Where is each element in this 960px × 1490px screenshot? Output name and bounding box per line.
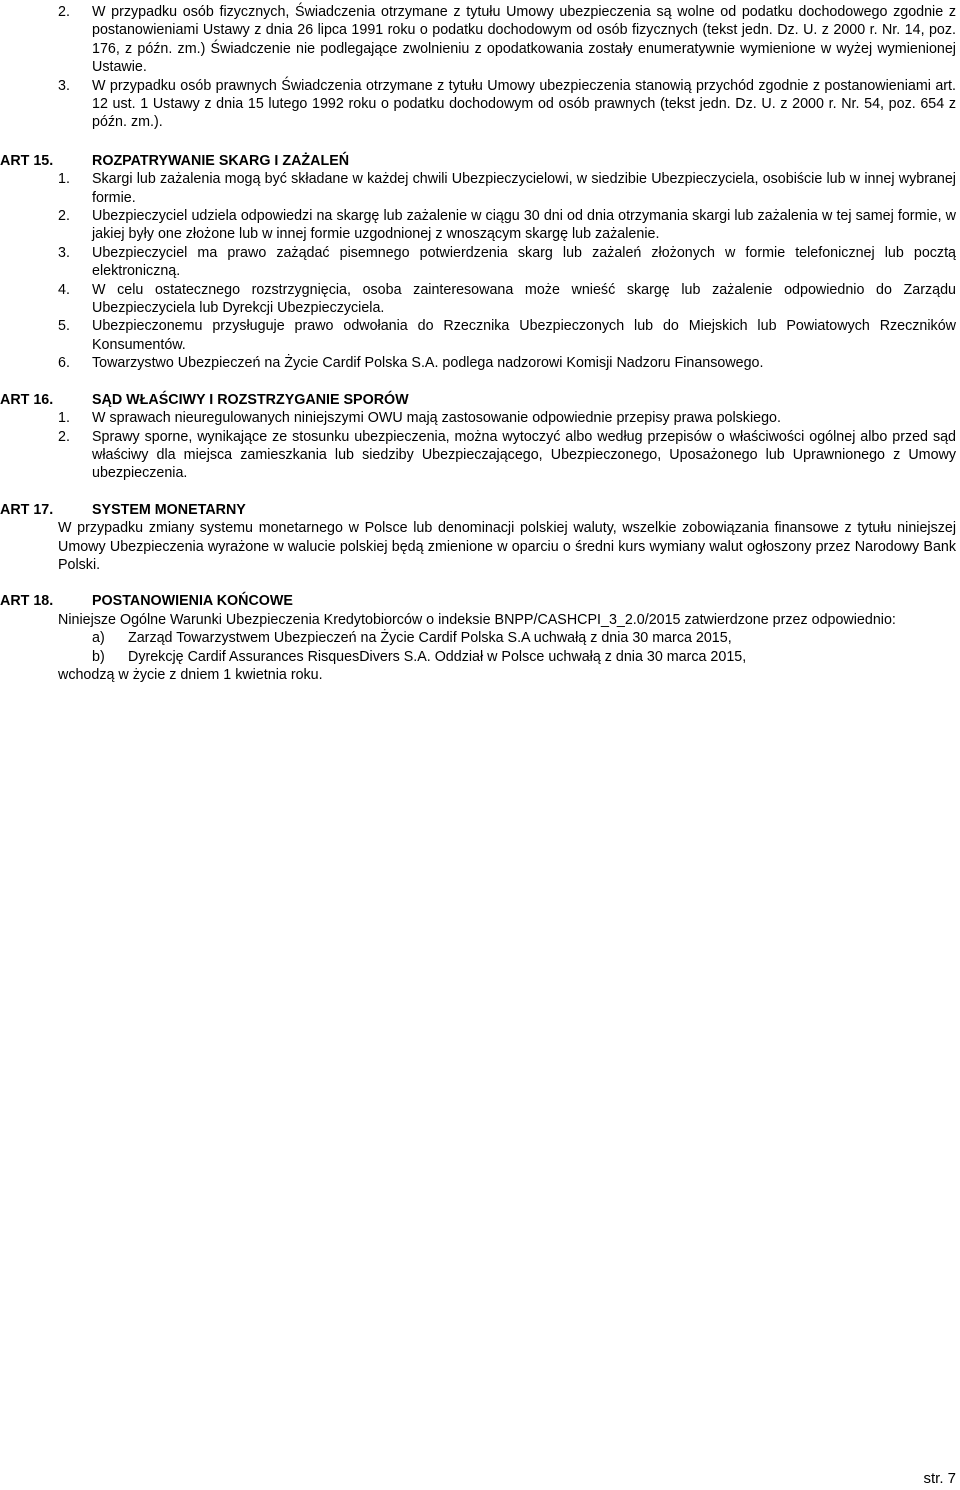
item-number: 1.	[58, 171, 70, 188]
list-item	[0, 354, 960, 372]
item-text: Ubezpieczyciel udziela odpowiedzi na skargę lub zażalenie w ciągu 30 dni od dnia otrzymania skargi lub zażalenia w tej samej formie, w jakiej były one złożone lub w innej formie uzgodnionej z wnoszącym skargę lub zażalenie.	[92, 208, 956, 243]
item-text: W sprawach nieuregulowanych niniejszymi OWU mają zastosowanie odpowiednie przepisy prawa polskiego.	[92, 410, 781, 427]
article-16	[0, 391, 960, 483]
item-number: 2.	[58, 208, 70, 225]
article-title: SĄD WŁAŚCIWY I ROZSTRZYGANIE SPORÓW	[92, 391, 409, 408]
closing-text: wchodzą w życie z dniem 1 kwietnia roku.	[58, 666, 323, 683]
article-title: POSTANOWIENIA KOŃCOWE	[92, 593, 293, 610]
list-item	[0, 170, 960, 207]
item-text: W celu ostatecznego rozstrzygnięcia, osoba zainteresowana może wnieść skargę lub zażalenie odpowiednio do Zarządu Ubezpieczyciela lub Dyrekcji Ubezpieczyciela.	[92, 281, 956, 317]
item-text: W przypadku osób prawnych Świadczenia otrzymane z tytułu Umowy ubezpieczenia stanowią przychód zgodnie z postanowieniami art. 12 ust. 1 Ustawy z dnia 15 lutego 1992 roku o podatku dochodowym od osób prawnych (tekst jedn. Dz. U. z 2000 r. Nr. 54, poz. 654 z późn. zm.).	[92, 77, 956, 131]
list-item	[0, 281, 960, 318]
sub-item-label: b)	[92, 648, 105, 665]
item-number: 4.	[58, 281, 70, 298]
list-item	[0, 77, 960, 132]
article-heading	[0, 152, 960, 170]
sub-item-label: a)	[92, 630, 105, 647]
article-label: ART 16.	[0, 391, 54, 408]
list-item	[0, 207, 960, 244]
item-text: Ubezpieczonemu przysługuje prawo odwołania do Rzecznika Ubezpieczonych lub do Miejskich lub Powiatowych Rzeczników Konsumentów.	[92, 318, 956, 353]
list-item	[0, 3, 960, 77]
item-number: 2.	[58, 428, 70, 445]
article-label: ART 15.	[0, 152, 54, 169]
list-item	[0, 409, 960, 427]
article-heading	[0, 592, 960, 610]
article-heading	[0, 391, 960, 409]
sub-list-item	[0, 648, 960, 666]
item-text: W przypadku osób fizycznych, Świadczenia otrzymane z tytułu Umowy ubezpieczenia są wolne od podatku dochodowego zgodnie z postanowieniami Ustawy z dnia 26 lipca 1991 roku o podatku dochodowym od osób fizycznych (tekst jedn. Dz. U. z 2000 r. Nr. 14, poz. 176, z późn. zm.) Świadczenie nie podlegające zwolnieniu z opodatkowania zostały enumeratywnie wymienione w wyżej wymienionej Ustawie.	[92, 4, 956, 76]
list-item	[0, 244, 960, 281]
article-paragraph: W przypadku zmiany systemu monetarnego w Polsce lub denominacji polskiej waluty, wszelkie zobowiązania finansowe z tytułu niniejszej Umowy Ubezpieczenia wyrażone w walucie polskiej będą zmienione w oparciu o średni kurs wymiany walut ogłoszony przez Narodowy Bank Polski.	[58, 520, 956, 573]
page-number: str. 7	[923, 1469, 956, 1487]
item-number: 6.	[58, 355, 70, 372]
article-label: ART 18.	[0, 593, 54, 610]
item-number: 5.	[58, 318, 70, 335]
item-number: 2.	[58, 4, 70, 20]
article-17	[0, 501, 960, 575]
item-number: 3.	[58, 77, 70, 94]
article-title: SYSTEM MONETARNY	[92, 501, 246, 518]
list-item	[0, 428, 960, 483]
item-text: Ubezpieczyciel ma prawo zażądać pisemnego potwierdzenia skarg lub zażaleń złożonych w formie telefonicznej lub pocztą elektroniczną.	[92, 244, 956, 280]
item-text: Sprawy sporne, wynikające ze stosunku ubezpieczenia, można wytoczyć albo według przepisów o właściwości ogólnej albo przed sąd właściwy dla miejsca zamieszkania lub siedziby Ubezpieczającego, Ubezpieczonego, Uposażonego lub Uprawnionego z Umowy ubezpieczenia.	[92, 428, 956, 482]
item-text: Towarzystwo Ubezpieczeń na Życie Cardif Polska S.A. podlega nadzorowi Komisji Nadzoru Finansowego.	[92, 355, 764, 372]
intro-section	[0, 0, 960, 132]
article-label: ART 17.	[0, 501, 54, 518]
article-title: ROZPATRYWANIE SKARG I ZAŻALEŃ	[92, 152, 350, 169]
item-text: Skargi lub zażalenia mogą być składane w każdej chwili Ubezpieczycielowi, w siedzibie Ubezpieczyciela, osobiście lub w innej wybranej formie.	[92, 171, 956, 206]
article-paragraph: Niniejsze Ogólne Warunki Ubezpieczenia Kredytobiorców o indeksie BNPP/CASHCPI_3_2.0/2015 zatwierdzone przez odpowiednio:	[58, 611, 896, 628]
sub-item-text: Zarząd Towarzystwem Ubezpieczeń na Życie Cardif Polska S.A uchwałą z dnia 30 marca 2015,	[128, 630, 732, 647]
article-heading	[0, 501, 960, 519]
article-18	[0, 592, 960, 684]
sub-item-text: Dyrekcję Cardif Assurances RisquesDivers S.A. Oddział w Polsce uchwałą z dnia 30 marca 2015,	[128, 648, 747, 665]
item-number: 1.	[58, 410, 70, 427]
article-15	[0, 152, 960, 373]
list-item	[0, 317, 960, 354]
item-number: 3.	[58, 244, 70, 261]
sub-list-item	[0, 629, 960, 647]
